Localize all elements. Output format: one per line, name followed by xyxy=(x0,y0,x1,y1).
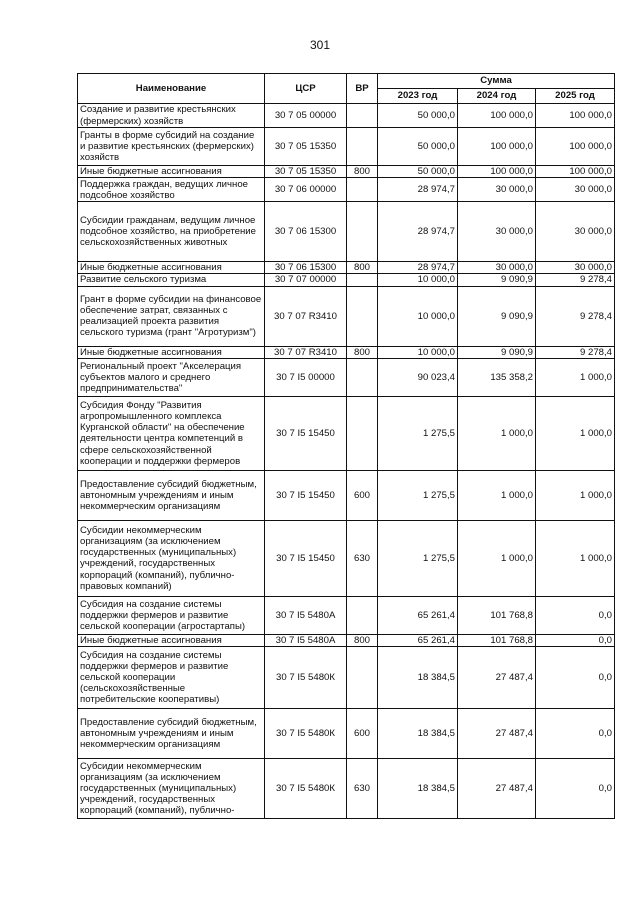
row-name-cell: Субсидия Фонду "Развития агропромышленного комплекса Курганской области" на обеспечение деятельности центра компетенций в сфере сельскохозяйственной кооперации и поддержки фермеров xyxy=(78,396,265,470)
header-year-2024: 2024 год xyxy=(458,89,536,104)
table-row xyxy=(78,709,615,759)
row-csr-cell: 30 7 07 00000 xyxy=(265,274,347,286)
row-csr-cell: 30 7 05 00000 xyxy=(265,104,347,128)
row-2024-cell: 30 000,0 xyxy=(458,202,536,262)
row-vr-cell xyxy=(347,104,378,128)
row-name-cell: Грант в форме субсидии на финансовое обеспечение затрат, связанных с реализацией проекта развития сельского туризма (грант "Агротуризм") xyxy=(78,286,265,346)
row-2024-cell: 9 090,9 xyxy=(458,286,536,346)
row-2024-cell: 27 487,4 xyxy=(458,709,536,759)
row-2024-cell: 100 000,0 xyxy=(458,104,536,128)
row-vr-cell xyxy=(347,396,378,470)
row-csr-cell: 30 7 I5 00000 xyxy=(265,358,347,396)
row-csr-cell: 30 7 I5 5480А xyxy=(265,596,347,634)
row-vr-cell: 630 xyxy=(347,759,378,819)
row-2023-cell: 50 000,0 xyxy=(378,104,458,128)
row-2023-cell: 10 000,0 xyxy=(378,346,458,358)
row-vr-cell: 800 xyxy=(347,166,378,178)
header-year-2025: 2025 год xyxy=(536,89,615,104)
row-name-cell: Субсидии некоммерческим организациям (за исключением государственных (муниципальных) учреждений, государственных корпораций (компаний), публично- xyxy=(78,759,265,819)
row-name-cell: Иные бюджетные ассигнования xyxy=(78,262,265,274)
row-name-cell: Субсидия на создание системы поддержки фермеров и развитие сельской кооперации (сельскохозяйственные потребительские кооперативы) xyxy=(78,647,265,709)
budget-table xyxy=(77,73,615,819)
row-csr-cell: 30 7 05 15350 xyxy=(265,128,347,166)
table-row xyxy=(78,647,615,709)
row-csr-cell: 30 7 07 R3410 xyxy=(265,286,347,346)
row-name-cell: Гранты в форме субсидий на создание и развитие крестьянских (фермерских) хозяйств xyxy=(78,128,265,166)
header-vr: ВР xyxy=(347,74,378,104)
table-row xyxy=(78,166,615,178)
table-row xyxy=(78,202,615,262)
row-2023-cell: 18 384,5 xyxy=(378,759,458,819)
row-2024-cell: 135 358,2 xyxy=(458,358,536,396)
row-2023-cell: 18 384,5 xyxy=(378,647,458,709)
row-2023-cell: 10 000,0 xyxy=(378,274,458,286)
row-2023-cell: 1 275,5 xyxy=(378,470,458,520)
row-name-cell: Субсидии некоммерческим организациям (за исключением государственных (муниципальных) учреждений, государственных корпораций (компаний), публично-правовых компаний) xyxy=(78,520,265,596)
row-csr-cell: 30 7 06 00000 xyxy=(265,178,347,202)
row-csr-cell: 30 7 05 15350 xyxy=(265,166,347,178)
row-2024-cell: 27 487,4 xyxy=(458,759,536,819)
row-2023-cell: 65 261,4 xyxy=(378,596,458,634)
row-name-cell: Иные бюджетные ассигнования xyxy=(78,346,265,358)
row-2023-cell: 50 000,0 xyxy=(378,128,458,166)
row-2025-cell: 0,0 xyxy=(536,709,615,759)
row-name-cell: Иные бюджетные ассигнования xyxy=(78,634,265,646)
row-name-cell: Субсидия на создание системы поддержки фермеров и развитие сельской кооперации (агростартапы) xyxy=(78,596,265,634)
row-2023-cell: 18 384,5 xyxy=(378,709,458,759)
row-vr-cell xyxy=(347,286,378,346)
row-name-cell: Поддержка граждан, ведущих личное подсобное хозяйство xyxy=(78,178,265,202)
row-2025-cell: 9 278,4 xyxy=(536,274,615,286)
row-2025-cell: 0,0 xyxy=(536,634,615,646)
row-2025-cell: 1 000,0 xyxy=(536,520,615,596)
table-row xyxy=(78,262,615,274)
row-2023-cell: 28 974,7 xyxy=(378,262,458,274)
header-csr: ЦСР xyxy=(265,74,347,104)
row-2025-cell: 100 000,0 xyxy=(536,166,615,178)
row-2023-cell: 1 275,5 xyxy=(378,520,458,596)
table-row xyxy=(78,596,615,634)
row-name-cell: Создание и развитие крестьянских (фермерских) хозяйств xyxy=(78,104,265,128)
row-2023-cell: 65 261,4 xyxy=(378,634,458,646)
row-2025-cell: 30 000,0 xyxy=(536,262,615,274)
table-row xyxy=(78,358,615,396)
row-2024-cell: 1 000,0 xyxy=(458,520,536,596)
row-2025-cell: 30 000,0 xyxy=(536,178,615,202)
row-vr-cell xyxy=(347,274,378,286)
row-2023-cell: 90 023,4 xyxy=(378,358,458,396)
table-body xyxy=(78,104,615,819)
row-2024-cell: 9 090,9 xyxy=(458,274,536,286)
row-csr-cell: 30 7 06 15300 xyxy=(265,202,347,262)
page-number: 301 xyxy=(309,38,331,52)
row-2025-cell: 9 278,4 xyxy=(536,286,615,346)
row-2024-cell: 1 000,0 xyxy=(458,396,536,470)
row-csr-cell: 30 7 I5 15450 xyxy=(265,396,347,470)
row-vr-cell xyxy=(347,647,378,709)
table-row xyxy=(78,470,615,520)
table-row xyxy=(78,104,615,128)
row-2025-cell: 1 000,0 xyxy=(536,470,615,520)
row-2023-cell: 10 000,0 xyxy=(378,286,458,346)
table-row xyxy=(78,286,615,346)
row-2024-cell: 100 000,0 xyxy=(458,166,536,178)
row-name-cell: Иные бюджетные ассигнования xyxy=(78,166,265,178)
row-2024-cell: 1 000,0 xyxy=(458,470,536,520)
row-2024-cell: 9 090,9 xyxy=(458,346,536,358)
row-2025-cell: 30 000,0 xyxy=(536,202,615,262)
table-row xyxy=(78,759,615,819)
row-2024-cell: 101 768,8 xyxy=(458,634,536,646)
row-name-cell: Субсидии гражданам, ведущим личное подсобное хозяйство, на приобретение сельскохозяйственных животных xyxy=(78,202,265,262)
row-2023-cell: 1 275,5 xyxy=(378,396,458,470)
row-2025-cell: 1 000,0 xyxy=(536,358,615,396)
row-csr-cell: 30 7 07 R3410 xyxy=(265,346,347,358)
row-2025-cell: 0,0 xyxy=(536,759,615,819)
header-name: Наименование xyxy=(78,74,265,104)
table-row xyxy=(78,274,615,286)
row-vr-cell: 800 xyxy=(347,262,378,274)
table-row xyxy=(78,178,615,202)
table-row xyxy=(78,346,615,358)
row-vr-cell: 600 xyxy=(347,709,378,759)
row-2023-cell: 50 000,0 xyxy=(378,166,458,178)
row-vr-cell xyxy=(347,596,378,634)
row-name-cell: Предоставление субсидий бюджетным, автономным учреждениям и иным некоммерческим организациям xyxy=(78,470,265,520)
row-vr-cell: 800 xyxy=(347,634,378,646)
row-csr-cell: 30 7 I5 5480А xyxy=(265,634,347,646)
row-name-cell: Развитие сельского туризма xyxy=(78,274,265,286)
row-2025-cell: 100 000,0 xyxy=(536,128,615,166)
row-csr-cell: 30 7 I5 5480К xyxy=(265,709,347,759)
row-csr-cell: 30 7 I5 15450 xyxy=(265,520,347,596)
row-vr-cell xyxy=(347,202,378,262)
row-2025-cell: 0,0 xyxy=(536,596,615,634)
header-year-2023: 2023 год xyxy=(378,89,458,104)
row-2024-cell: 100 000,0 xyxy=(458,128,536,166)
row-2025-cell: 0,0 xyxy=(536,647,615,709)
table-row xyxy=(78,128,615,166)
row-2025-cell: 9 278,4 xyxy=(536,346,615,358)
row-vr-cell xyxy=(347,128,378,166)
table-row xyxy=(78,520,615,596)
row-csr-cell: 30 7 I5 15450 xyxy=(265,470,347,520)
table-row xyxy=(78,396,615,470)
row-vr-cell: 600 xyxy=(347,470,378,520)
row-name-cell: Региональный проект "Акселерация субъектов малого и среднего предпринимательства" xyxy=(78,358,265,396)
row-vr-cell: 800 xyxy=(347,346,378,358)
header-sum: Сумма xyxy=(378,74,615,89)
row-2024-cell: 101 768,8 xyxy=(458,596,536,634)
row-2024-cell: 27 487,4 xyxy=(458,647,536,709)
row-2024-cell: 30 000,0 xyxy=(458,178,536,202)
row-vr-cell xyxy=(347,358,378,396)
row-csr-cell: 30 7 I5 5480К xyxy=(265,647,347,709)
row-2023-cell: 28 974,7 xyxy=(378,178,458,202)
row-2025-cell: 1 000,0 xyxy=(536,396,615,470)
row-vr-cell: 630 xyxy=(347,520,378,596)
row-2025-cell: 100 000,0 xyxy=(536,104,615,128)
row-name-cell: Предоставление субсидий бюджетным, автономным учреждениям и иным некоммерческим организациям xyxy=(78,709,265,759)
row-vr-cell xyxy=(347,178,378,202)
table-row xyxy=(78,634,615,646)
row-csr-cell: 30 7 I5 5480К xyxy=(265,759,347,819)
row-csr-cell: 30 7 06 15300 xyxy=(265,262,347,274)
row-2023-cell: 28 974,7 xyxy=(378,202,458,262)
row-2024-cell: 30 000,0 xyxy=(458,262,536,274)
